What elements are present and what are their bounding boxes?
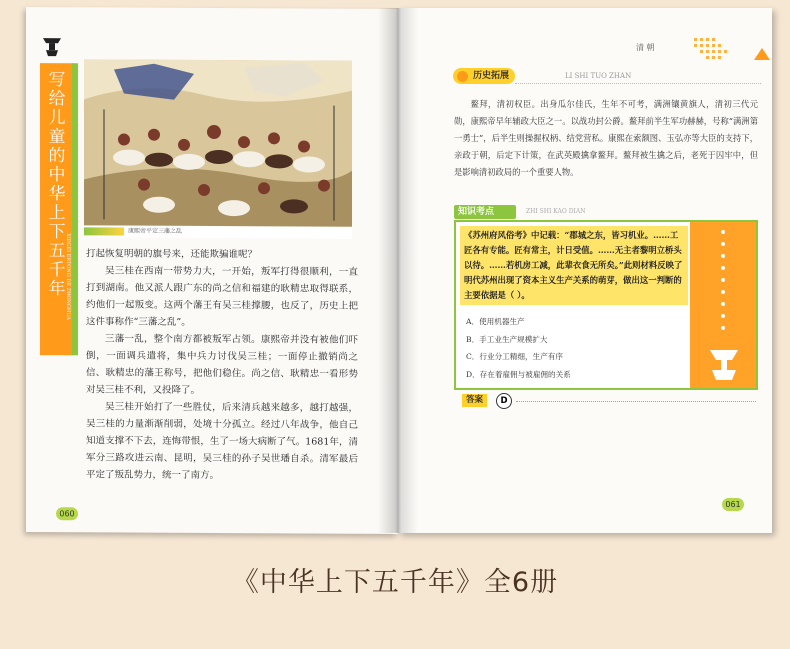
section-divider [515,83,761,84]
quiz-title: 知识考点 [454,205,516,219]
left-page [26,7,398,534]
side-title-bar [40,63,74,355]
quiz-option-b: B．手工业生产规模扩大 [466,334,548,344]
page-number-left: 060 [56,507,78,520]
quiz-option-c: C．行业分工精细，生产有序 [466,352,563,361]
section-title: 历史拓展 [473,71,510,81]
caption-tag [84,227,124,235]
bronze-vessel-icon [40,35,64,59]
quiz-options [466,313,686,383]
quiz-side-panel [690,222,756,388]
history-extension-header [453,68,763,86]
left-paragraph: 三藩一乱，整个南方都被叛军占领。康熙帝并没有被他们吓倒，一面调兵遣将，集中兵力讨伐吴三桂；一面停止撤销尚之信、耿精忠的藩王称号，把他们稳住。尚之信、耿精忠一看形势对吴三桂不利，又投降了。 [86,333,358,396]
answer-divider [516,401,756,402]
answer-row [458,394,758,410]
left-paragraph: 打起恢复明朝的旗号来，还能欺骗谁呢？ [86,248,258,261]
historical-painting [84,59,352,228]
quiz-option-a: A．使用机器生产 [466,317,525,326]
quiz-option-d: D．存在着雇佣与被雇佣的关系 [466,369,571,379]
open-book [26,8,772,533]
page-number-right: 061 [722,498,744,511]
green-accent-strip [72,63,78,355]
left-body-text [86,245,358,484]
right-body-text [454,96,758,181]
quiz-question: 《苏州府风俗考》中记载：“郡城之东，皆习机业。……工匠各有专能。匠有常主，计日受值。……无主者黎明立桥头以待。……若机房工减，此辈衣食无所矣。”此则材料反映了明代苏州出现了资本主义生产关系的萌芽，做出这一判断的主要依据是（ ）。 [460,226,688,305]
bronze-cup-icon [704,344,744,384]
quiz-box [454,220,758,390]
section-badge [453,68,515,84]
painting-illustration [84,59,352,228]
section-latin: LI SHI TUO ZHAN [565,72,632,80]
answer-value: D [496,393,512,409]
right-paragraph: 鳌拜，清初权臣。出身瓜尔佳氏，生年不可考，满洲镶黄旗人，清初三代元勋，康熙帝早年辅政大臣之一。以战功封公爵。鳌拜前半生军功赫赫，号称“满洲第一勇士”，后半生则操握权柄、结党营私。康熙在索额图、玉弘亦等大臣的支持下，亲政于朝，后定下计策，在武英殿擒拿鳌拜。鳌拜被生擒之后，老死于囚牢中，但是影响清初政局的一个重要人物。 [454,99,758,177]
quiz-header [454,205,760,221]
header-triangle-decoration [754,48,770,60]
left-paragraph: 吴三桂开始打了一些胜仗，后来清兵越来越多，越打越强，吴三桂的力量渐渐削弱，处境十分孤立。经过八年战争，他自己知道支撑不下去，连悔带恨，生了一场大病断了气。1681年，清军分三路攻进云南、昆明，吴三桂的孙子吴世璠自杀。清军最后平定了叛乱势力，统一了南方。 [86,401,358,482]
left-paragraph: 吴三桂在西南一带势力大，一开始，叛军打得很顺利，一直打到湖南。他又派人跟广东的尚之信和福建的耿精忠取得联系，约他们一起叛变。这两个藩王有吴三桂撑腰，也反了，历史上把这件事称作“三藩之乱”。 [86,265,358,328]
side-title: 写给儿童的中华上下五千年 [48,70,66,300]
chapter-header: 清 朝 [636,43,655,52]
product-title: 《中华上下五千年》全6册 [231,567,559,598]
image-caption: 康熙帝平定三藩之乱 [128,227,183,235]
side-dots-decoration [690,222,756,342]
dot-grid-decoration [694,38,734,62]
image-caption-bar [84,225,352,238]
swirl-icon [457,71,468,82]
side-subtitle: XIEGEI ERTONG DE ZHONGHUA [65,233,71,320]
right-page [398,8,772,533]
quiz-latin: ZHI SHI KAO DIAN [526,208,586,215]
answer-label: 答案 [462,394,487,407]
